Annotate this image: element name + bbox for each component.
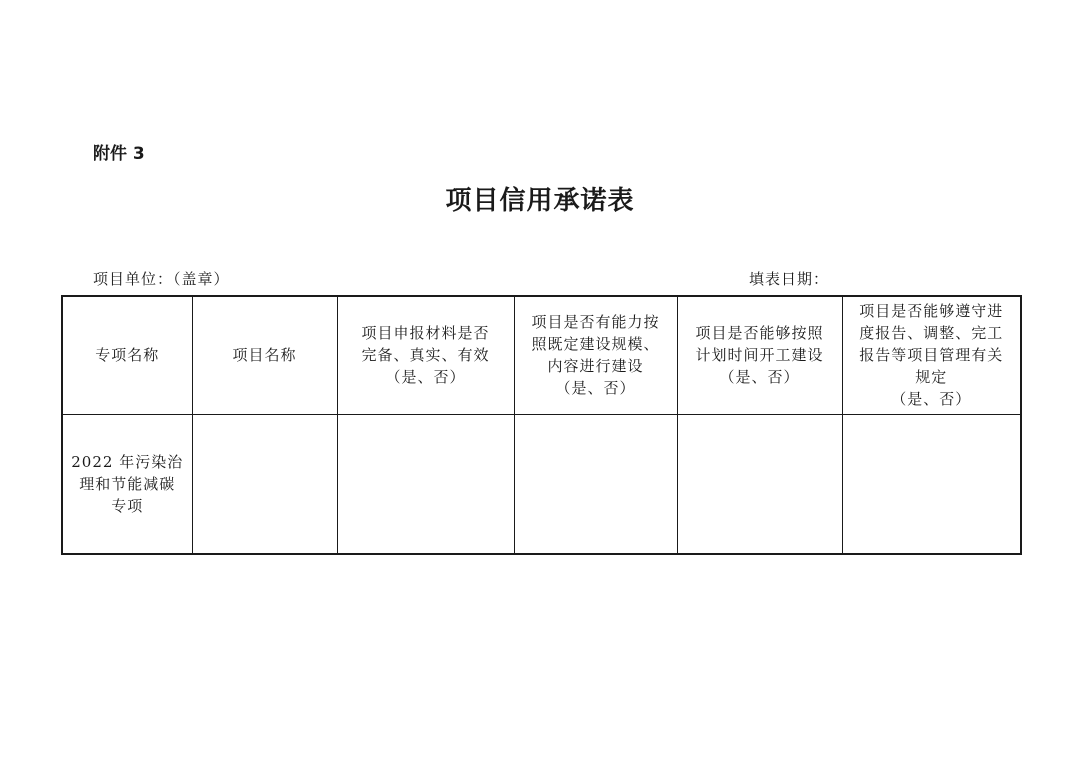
- header-construction-capacity: 项目是否有能力按 照既定建设规模、 内容进行建设 （是、否）: [514, 296, 677, 414]
- header-special-project-name: 专项名称: [62, 296, 192, 414]
- attachment-label: 附件 3: [93, 144, 145, 164]
- cell-materials-complete[interactable]: [337, 414, 514, 554]
- header-comply-regulations: 项目是否能够遵守进 度报告、调整、完工 报告等项目管理有关 规定 （是、否）: [842, 296, 1021, 414]
- table-header-row: [62, 296, 1021, 414]
- fill-date-label: 填表日期：: [749, 270, 830, 288]
- header-project-name: 项目名称: [192, 296, 337, 414]
- cell-special-project-name: 2022 年污染治 理和节能减碳 专项: [62, 414, 192, 554]
- page-title: 项目信用承诺表: [445, 186, 635, 216]
- header-start-on-schedule: 项目是否能够按照 计划时间开工建设 （是、否）: [677, 296, 842, 414]
- cell-start-on-schedule[interactable]: [677, 414, 842, 554]
- cell-comply-regulations[interactable]: [842, 414, 1021, 554]
- project-unit-label: 项目单位：（盖章）: [93, 270, 230, 288]
- credit-commitment-table: [61, 295, 1022, 555]
- table-row: [62, 414, 1021, 554]
- cell-construction-capacity[interactable]: [514, 414, 677, 554]
- header-materials-complete: 项目申报材料是否 完备、真实、有效 （是、否）: [337, 296, 514, 414]
- cell-project-name[interactable]: [192, 414, 337, 554]
